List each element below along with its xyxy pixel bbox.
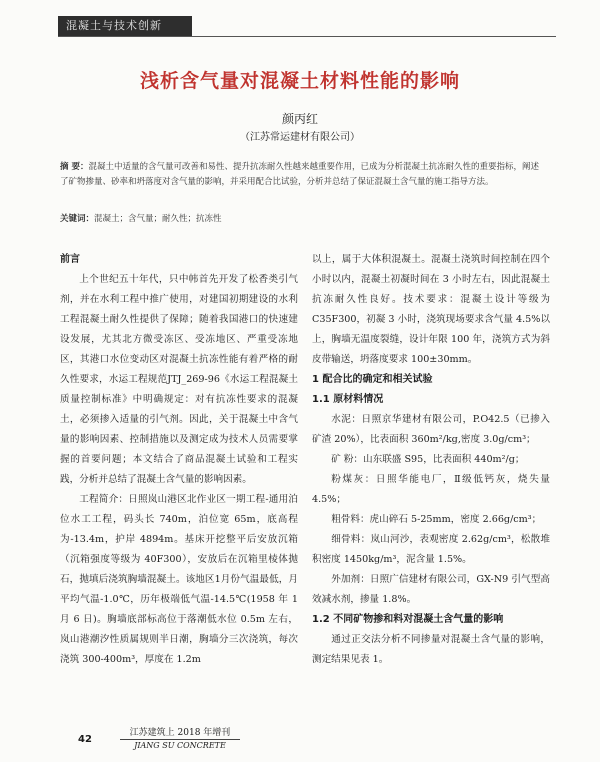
header-rule xyxy=(58,36,556,37)
preface-heading: 前言 xyxy=(60,254,80,265)
page-footer xyxy=(0,728,600,762)
journal-name xyxy=(120,728,240,751)
right-column xyxy=(312,250,550,670)
material-admixture: 外加剂：日照广信建材有限公司，GX-N9 引气型高效减水剂，掺量 1.8%。 xyxy=(312,574,550,605)
section-1-2-heading: 1.2 不同矿物掺和料对混凝土含气量的影响 xyxy=(312,614,504,625)
keywords-block xyxy=(60,212,546,224)
keywords-text: 混凝土；含气量；耐久性；抗冻性 xyxy=(94,214,222,224)
keywords-label: 关键词： xyxy=(60,214,95,224)
abstract-label: 摘 要： xyxy=(60,162,89,172)
section-1-2-paragraph: 通过正交法分析不同掺量对混凝土含气量的影响，测定结果见表 1。 xyxy=(312,634,550,665)
material-cement: 水泥：日照京华建材有限公司，P.O42.5（已掺入矿渣 20%），比表面积 360m²/kg,密度 3.0g/cm³； xyxy=(312,414,550,445)
material-slag: 矿 粉：山东联盛 S95，比表面积 440m²/g； xyxy=(331,454,525,465)
material-flyash: 粉煤灰：日照华能电厂，Ⅱ级低钙灰，烧失量 4.5%； xyxy=(312,474,550,505)
section-header-tab: 混凝土与技术创新 xyxy=(58,16,192,36)
section-1-heading: 1 配合比的确定和相关试验 xyxy=(312,374,433,385)
journal-name-en: JIANG SU CONCRETE xyxy=(120,739,240,751)
material-coarse-aggregate: 粗骨料：虎山碎石 5-25mm，密度 2.66g/cm³； xyxy=(331,514,542,525)
project-intro-paragraph: 工程简介：日照岚山港区北作业区一期工程-通用泊位水工工程，码头长 740m，泊位宽 65m，底高程为-13.4m，护岸 4894m。基床开挖整平后安放沉箱（沉箱强度等级为 40F300），安放后在沉箱里棱体抛石，抛填后浇筑胸墙混凝土。该地区1月份气温最低，月平均气温-1.0℃，历年极端低气温-14.5℃(1958 年 1 月 6 日)。胸墙底部标高位于落潮低水位 0.5m 左右，岚山港潮汐性质属规则半日潮，胸墙分三次浇筑，每次浇筑 300-400m³，厚度在 1.2m xyxy=(60,494,298,665)
journal-name-cn: 江苏建筑上 2018 年增刊 xyxy=(129,728,231,738)
author-affiliation: （江苏常运建材有限公司） xyxy=(240,132,360,143)
section-1-1-heading: 1.1 原材料情况 xyxy=(312,394,384,405)
abstract-block xyxy=(60,160,546,190)
author-name: 颜丙红 xyxy=(281,112,318,126)
article-title: 浅析含气量对混凝土材料性能的影响 xyxy=(139,70,460,92)
abstract-text: 混凝土中适量的含气量可改善和易性、提升抗冻耐久性越来越重要作用，已成为分析混凝土抗冻耐久性的重要指标，阐述了矿物掺量、砂率和坍落度对含气量的影响，并采用配合比试验，分析并总结了保证混凝土含气量的施工指导方法。 xyxy=(60,162,539,187)
preface-paragraph: 上个世纪五十年代，只中帏首先开发了松香类引气剂，并在水利工程中推广使用，对建国初期建设的水利工程混凝土耐久性提供了保障；随着我国港口的快速建设发展，尤其北方微受冻区、受冻地区、严重受冻地区，其港口水位变动区对混凝土抗冻性能有着严格的耐久性要求，水运工程规范JTJ_269-96《水运工程混凝土质量控制标准》中明确规定：对有抗冻性要求的混凝土，必须掺入适量的引气剂。因此，关于混凝土中含气量的影响因素、控制措施以及测定成为技术人员需要掌握的首要问题；本文结合了商品混凝土试验和工程实践，分析并总结了混凝土含气量的影响因素。 xyxy=(60,274,298,485)
continued-paragraph: 以上，属于大体积混凝土。混凝土浇筑时间控制在四个小时以内，混凝土初凝时间在 3 小时左右，因此混凝土抗冻耐久性良好。技术要求：混凝土设计等级为 C35F300，初凝 3 小时，浇筑现场要求含气量 4.5%以上，胸墙无温度裂缝，设计年限 100 年，浇筑方式为斜皮带输送，坍落度要求 100±30mm。 xyxy=(312,254,550,365)
page-number: 42 xyxy=(78,734,92,745)
material-fine-aggregate: 细骨料：岚山河沙，表观密度 2.62g/cm³，松散堆积密度 1450kg/m³，泥含量 1.5%。 xyxy=(312,534,550,565)
left-column xyxy=(60,250,298,670)
